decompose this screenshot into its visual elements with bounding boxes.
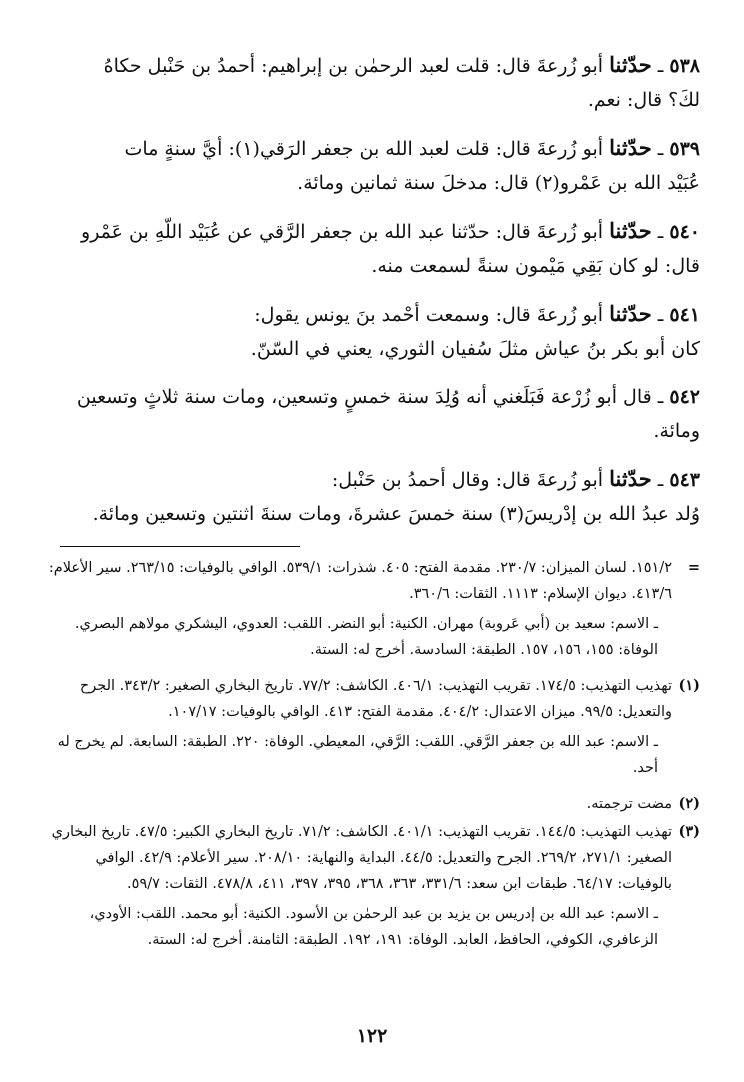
entry-continuation: لكَ؟ قال: نعم. <box>587 89 700 111</box>
page-number: ١٢٢ <box>356 1025 388 1047</box>
entry-538: ٥٣٨ ـ حدّثنا أبو زُرعةَ قال: قلت لعبد الرحمٰن بن إبراهيم: أحمدُ بن حَنْبل حكاهُ لكَ؟ قال: نعم. <box>60 48 700 117</box>
entry-number: ٥٤٢ <box>669 386 700 408</box>
footnote-2 <box>40 791 700 817</box>
entry-number: ٥٣٩ <box>669 138 700 160</box>
footnote-mark: (٢) <box>678 795 700 812</box>
hadith-keyword: حدّثنا <box>609 218 652 243</box>
footnote-separator <box>60 546 300 547</box>
footnote-name-info: ـ الاسم: سعيد بن (أبي عَروبة) مهران. الكنية: أبو النضر. اللقب: العدوي، اليشكري مولاهم البصري. الوفاة: ١٥٥، ١٥٦، ١٥٧. الطبقة: السادسة. أخرج له: الستة. <box>74 616 658 658</box>
entry-continuation: عُبَيْد الله بن عَمْرو(٢) قال: مدخلَ سنة ثمانين ومائة. <box>297 172 700 194</box>
entry-541: ٥٤١ ـ حدّثنا أبو زُرعةَ قال: وسمعت أحْمد بنَ يونس يقول: كان أبو بكر بنُ عياش مثلَ سُفيان الثوري، يعني في السّنّ. <box>60 297 700 366</box>
entry-text: أبو زُرعةَ قال: وقال أحمدُ بن حَنْبل: <box>331 469 604 491</box>
footnotes <box>40 555 700 963</box>
entry-543: ٥٤٣ ـ حدّثنا أبو زُرعةَ قال: وقال أحمدُ بن حَنْبل: وُلد عبدُ الله بن إدْريسَ(٣) سنة خمسَ عشرةَ، ومات سنةَ اثنتين وتسعين ومائة. <box>60 462 700 531</box>
footnote-text: ١٥١/٢. لسان الميزان: ٢٣٠/٧. مقدمة الفتح: ٤٠٥. شذرات: ٥٣٩/١. الوافي بالوفيات: ٢٦٣/١٥. سير الأعلام: ٤١٣/٦. ديوان الإسلام: ١١١٣. الثقات: ٣٦٠/٦. <box>48 560 672 602</box>
hadith-keyword: حدّثنا <box>609 301 652 326</box>
footnote-name-info: ـ الاسم: عبد الله بن إدريس بن يزيد بن عبد الرحمٰن بن الأسود. الكنية: أبو محمد. اللقب: الأودي، الزعافري، الكوفي، الحافظ، العابد. الوفاة: ١٩١، ١٩٢. الطبقة: الثامنة. أخرج له: الستة. <box>89 906 658 948</box>
entry-continuation: وُلد عبدُ الله بن إدْريسَ(٣) سنة خمسَ عشرةَ، ومات سنةَ اثنتين وتسعين ومائة. <box>92 503 700 525</box>
entry-number: ٥٣٨ <box>669 55 700 77</box>
entry-text: أبو زُرعةَ قال: حدّثنا عبد الله بن جعفر الرَّقي عن عُبَيْد اللّهِ بن عَمْرو <box>81 221 604 243</box>
entry-540: ٥٤٠ ـ حدّثنا أبو زُرعةَ قال: حدّثنا عبد الله بن جعفر الرَّقي عن عُبَيْد اللّهِ بن عَمْرو قال: لو كان بَقِي مَيْمون سنةً لسمعت منه. <box>60 214 700 283</box>
footnote-mark: = <box>687 559 700 576</box>
footnote-text: تهذيب التهذيب: ١٤٤/٥. تقريب التهذيب: ٤٠١/١. الكاشف: ٧١/٢. تاريخ البخاري الكبير: ٤٧/٥. تاريخ البخاري الصغير: ٢٧١/١، ٢٦٩/٢. الجرح والتعديل: ٤٤/٥. البداية والنهاية: ٢٠٨/١٠. سير الأعلام: ٤٢/٩. الوافي بالوفيات: ٦٤/١٧. طبقات ابن سعد: ٣٣١/٦، ٣٦٣، ٣٦٨، ٣٩٥، ٣٩٧، ٤١١، ٤٧٨/٨. الثقات: ٥٩/٧. <box>51 824 672 892</box>
hadith-keyword: حدّثنا <box>609 52 652 77</box>
entry-539: ٥٣٩ ـ حدّثنا أبو زُرعةَ قال: قلت لعبد الله بن جعفر الرَقي(١): أيَّ سنةٍ مات عُبَيْد الله بن عَمْرو(٢) قال: مدخلَ سنة ثمانين ومائة. <box>60 131 700 200</box>
entry-continuation: كان أبو بكر بنُ عياش مثلَ سُفيان الثوري، يعني في السّنّ. <box>250 338 700 360</box>
footnote-continued <box>40 555 700 671</box>
entry-text: قال أبو زُرْعة فَبَلَغني أنه وُلِدَ سنة خمسٍ وتسعين، ومات سنة ثلاثٍ وتسعين <box>76 386 652 408</box>
entry-continuation: ومائة. <box>653 420 700 442</box>
footnote-1 <box>40 673 700 789</box>
footnote-3 <box>40 819 700 961</box>
footnote-text: تهذيب التهذيب: ١٧٤/٥. تقريب التهذيب: ٤٠٦/١. الكاشف: ٧٧/٢. تاريخ البخاري الصغير: ٣٤٣/٢. الجرح والتعديل: ٩٩/٥. ميزان الاعتدال: ٤٠٤/٢. مقدمة الفتح: ٤١٣. الوافي بالوفيات: ١٠٧/١٧. <box>79 678 672 720</box>
footnote-mark: (١) <box>678 677 700 694</box>
hadith-keyword: حدّثنا <box>609 466 652 491</box>
footnote-mark: (٣) <box>678 823 700 840</box>
entry-text: أبو زُرعةَ قال: قلت لعبد الرحمٰن بن إبراهيم: أحمدُ بن حَنْبل حكاهُ <box>103 55 604 77</box>
hadith-keyword: حدّثنا <box>609 135 652 160</box>
footnote-name-info: ـ الاسم: عبد الله بن جعفر الرَّقي. اللقب: الرَّقي، المعيطي. الوفاة: ٢٢٠. الطبقة: السابعة. لم يخرج له أحد. <box>57 734 658 776</box>
entry-number: ٥٤١ <box>669 304 700 326</box>
entry-text: أبو زُرعةَ قال: قلت لعبد الله بن جعفر الرَقي(١): أيَّ سنةٍ مات <box>124 138 604 160</box>
entry-text: أبو زُرعةَ قال: وسمعت أحْمد بنَ يونس يقول: <box>254 304 604 326</box>
footnote-text: مضت ترجمته. <box>586 796 672 812</box>
main-text <box>60 48 700 545</box>
entry-number: ٥٤٣ <box>669 469 700 491</box>
entry-number: ٥٤٠ <box>669 221 700 243</box>
entry-continuation: قال: لو كان بَقِي مَيْمون سنةً لسمعت منه. <box>371 255 700 277</box>
entry-542: ٥٤٢ ـ قال أبو زُرْعة فَبَلَغني أنه وُلِدَ سنة خمسٍ وتسعين، ومات سنة ثلاثٍ وتسعين ومائة. <box>60 380 700 448</box>
